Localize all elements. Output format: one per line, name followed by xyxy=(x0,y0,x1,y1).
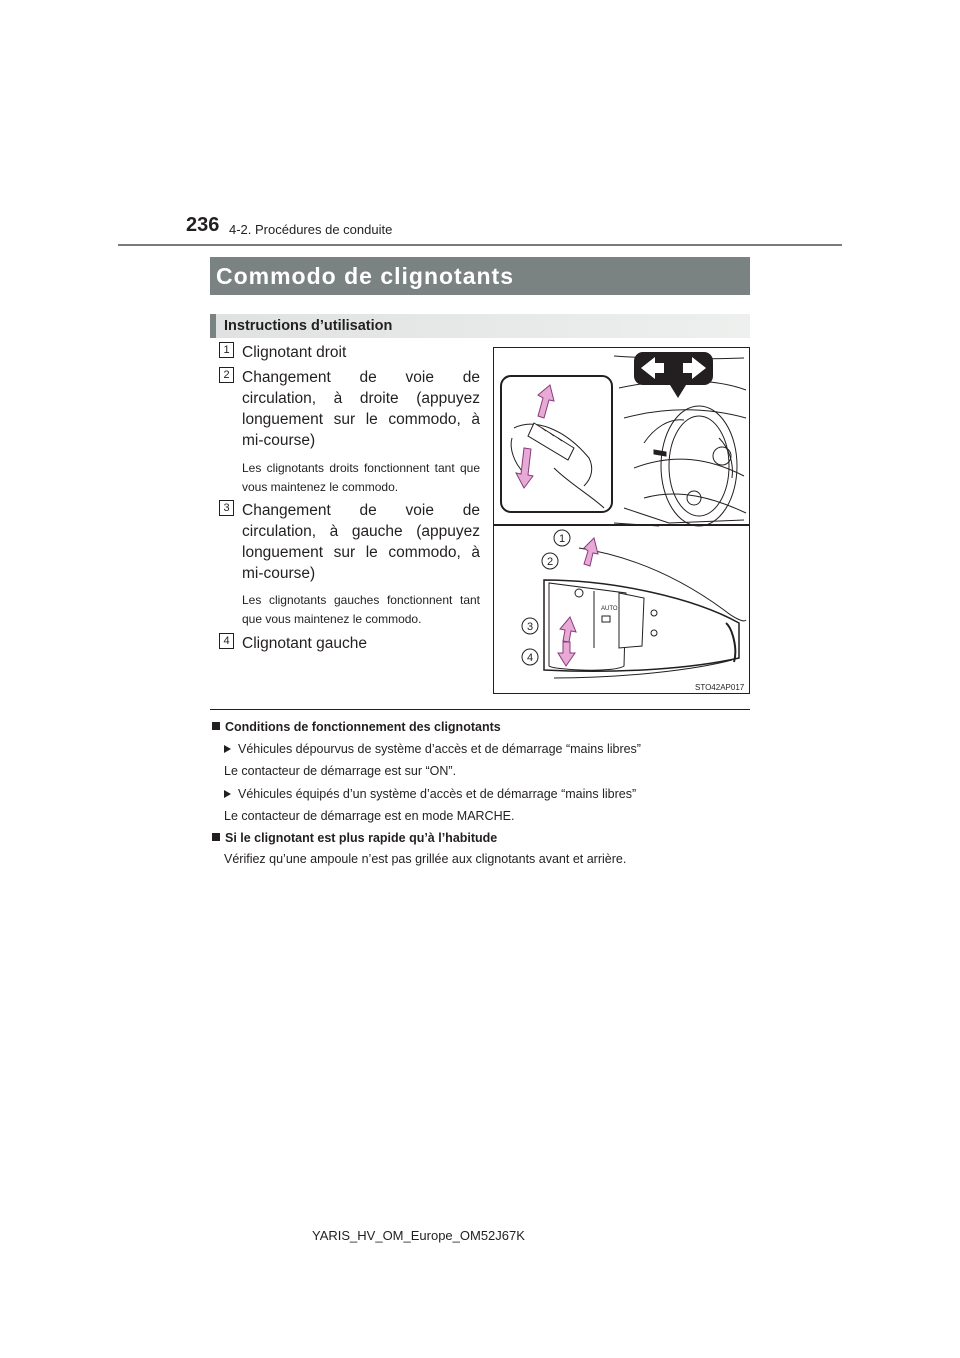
figure-callout-4 xyxy=(522,649,538,665)
step-number-4: 4 xyxy=(219,633,234,649)
triangle-bullet-icon xyxy=(224,790,231,798)
section-label: 4-2. Procédures de conduite xyxy=(229,222,393,237)
condition-text-1: Le contacteur de démarrage est sur “ON”. xyxy=(224,764,457,778)
header-rule xyxy=(118,244,842,246)
svg-text:1: 1 xyxy=(558,533,566,545)
condition-case-1 xyxy=(224,742,641,756)
conditions-heading xyxy=(212,720,501,734)
svg-text:2: 2 xyxy=(546,556,554,568)
step-text-1: Clignotant droit xyxy=(242,344,347,361)
condition-case-2-text: Véhicules équipés d’un système d’accès et de démarrage “mains libres” xyxy=(238,787,637,801)
figure-illustration xyxy=(494,348,749,693)
figure-turn-signal-lever xyxy=(493,347,750,694)
page-number: 236 xyxy=(186,214,220,236)
footer-document-code: YARIS_HV_OM_Europe_OM52J67K xyxy=(312,1228,525,1243)
page-title-bar xyxy=(210,257,750,295)
conditions-heading-text: Conditions de fonctionnement des clignotants xyxy=(225,720,501,734)
svg-text:3: 3 xyxy=(526,621,534,633)
square-bullet-icon xyxy=(212,722,220,730)
fast-blink-heading-text: Si le clignotant est plus rapide qu’à l’habitude xyxy=(225,831,498,845)
triangle-bullet-icon xyxy=(224,745,231,753)
indicator-panel xyxy=(634,352,713,398)
figure-id: STO42AP017 xyxy=(695,683,745,692)
step-note-2: Les clignotants droits fonctionnent tant que vous maintenez le commodo. xyxy=(242,461,480,494)
section-divider xyxy=(210,709,750,710)
page-title: Commodo de clignotants xyxy=(216,262,514,289)
step-text-3: Changement de voie de circulation, à gauche (appuyez longuement sur le commodo, à mi-course) xyxy=(242,502,480,582)
lever-inset xyxy=(501,376,612,512)
fast-blink-text: Vérifiez qu’une ampoule n’est pas grillée aux clignotants avant et arrière. xyxy=(224,852,627,866)
figure-callout-3 xyxy=(522,618,538,634)
square-bullet-icon xyxy=(212,833,220,841)
subtitle-bar xyxy=(210,314,750,338)
svg-text:4: 4 xyxy=(526,652,534,664)
figure-callout-1 xyxy=(554,530,570,546)
auto-label: AUTO xyxy=(601,606,618,612)
step-number-1: 1 xyxy=(219,342,234,358)
lever-closeup xyxy=(544,538,746,678)
step-text-4: Clignotant gauche xyxy=(242,635,367,652)
figure-callout-2 xyxy=(542,553,558,569)
step-text-2: Changement de voie de circulation, à droite (appuyez longuement sur le commodo, à mi-course) xyxy=(242,369,480,449)
condition-case-1-text: Véhicules dépourvus de système d’accès et de démarrage “mains libres” xyxy=(238,742,641,756)
step-number-3: 3 xyxy=(219,500,234,516)
fast-blink-heading xyxy=(212,831,497,845)
step-number-2: 2 xyxy=(219,367,234,383)
step-note-3: Les clignotants gauches fonctionnent tant que vous maintenez le commodo. xyxy=(242,593,480,626)
condition-text-2: Le contacteur de démarrage est en mode MARCHE. xyxy=(224,809,515,823)
condition-case-2 xyxy=(224,787,636,801)
subtitle: Instructions d’utilisation xyxy=(224,318,393,334)
